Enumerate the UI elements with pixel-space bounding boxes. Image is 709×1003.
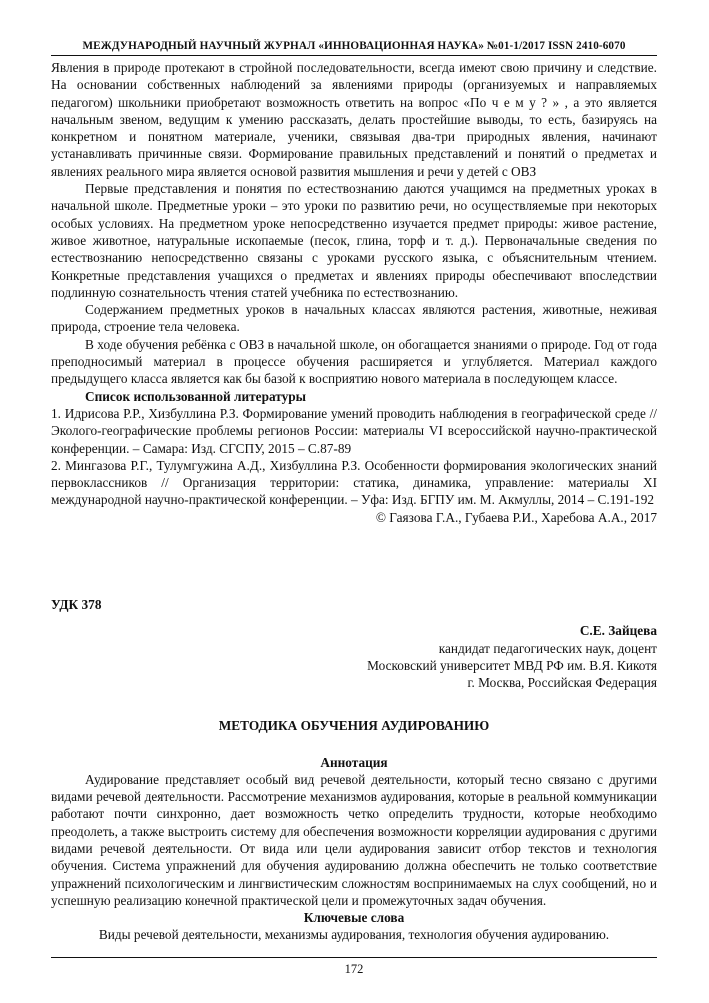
abstract-text: Аудирование представляет особый вид речевой деятельности, который тесно связано с другими видами речевой деятельности. Рассмотрение механизмов аудирования, которые в реальной коммуникации работают почти синхронно, дает возможность четко определить трудности, которые необходимо преодолеть, а также выстроить систему для обеспечения возможности корреляции аудирования с другими видами речевой деятельности. От вида или цели аудирования зависит отбор текстов и технология обучения. Система упражнений для обучения аудированию должна обеспечить не только соответствие упражнений психологическим и лингвистическим сложностям воспринимаемых на слух сообщений, но и успешную реализацию конечной практической цели и промежуточных задач обучения. <box>51 771 657 908</box>
reference-2: 2. Мингазова Р.Г., Тулумгужина А.Д., Хизбуллина Р.З. Особенности формирования экологических знаний первоклассников // Организация территории: статика, динамика, управление: материалы XI международной научно-практической конференции. – Уфа: Изд. БГПУ им. М. Акмуллы, 2014 – С.191-192 <box>51 457 657 508</box>
references-heading: Список использованной литературы <box>85 388 307 404</box>
abstract-heading: Аннотация <box>320 754 388 770</box>
copyright-line: © Гаязова Г.А., Губаева Р.И., Харебова А.А., 2017 <box>375 509 657 525</box>
page-footer <box>51 957 657 977</box>
author-city: г. Москва, Российская Федерация <box>467 675 657 691</box>
body-paragraph-1: Явления в природе протекают в стройной последовательности, всегда имеют свою причину и следствие. На основании собственных наблюдений за явлениями природы (организуемых и направляемых педагогом) школьники приобретают возможность ответить на вопрос «По ч е м у ? » , а это является начальным звеном, ведущим к умению рассказать, делать простейшие выводы, то есть, базируясь на конкретном и понятном материале, ученики, связывая два-три природных явления, начинают устанавливать причинные связи. Формирование правильных представлений и понятий о предметах и явлениях реального мира является основой развития мышления и речи у детей с ОВЗ <box>51 60 657 179</box>
reference-1: 1. Идрисова Р.Р., Хизбуллина Р.З. Формирование умений проводить наблюдения в географической среде // Эколого-географические проблемы регионов России: материалы VI всероссийской научно-практической конференции. – Самара: Изд. СГСПУ, 2015 – С.87-89 <box>51 405 657 456</box>
body-paragraph-2: Первые представления и понятия по естествознанию даются учащимся на предметных уроках в начальной школе. Предметные уроки – это уроки по развитию речи, но осуществляемые при некоторых особых условиях. На предметном уроке непосредственно изучается предмет природы: живое растение, живое животное, натуральные ископаемые (песок, глина, торф и т. д.). Первоначальные сведения по естествознанию непосредственно связаны с уроками русского языка, с объяснительным чтением. Конкретные представления учащихся о предметах и явлениях природы обеспечивают впоследствии подлинную сознательность чтения статей учебника по естествознанию. <box>51 181 657 300</box>
keywords-text: Виды речевой деятельности, механизмы аудирования, технология обучения аудированию. <box>98 927 610 943</box>
journal-header: МЕЖДУНАРОДНЫЙ НАУЧНЫЙ ЖУРНАЛ «ИННОВАЦИОННАЯ НАУКА» №01-1/2017 ISSN 2410-6070 <box>51 40 657 56</box>
body-paragraph-4: В ходе обучения ребёнка с ОВЗ в начальной школе, он обогащается знаниями о природе. Год от года преподносимый материал в процессе обучения расширяется и углубляется. Материал каждого предыдущего класса является как бы базой к восприятию нового материала в последующем классе. <box>51 336 657 387</box>
journal-page <box>51 40 657 944</box>
article-title: МЕТОДИКА ОБУЧЕНИЯ АУДИРОВАНИЮ <box>218 717 490 733</box>
author-degree: кандидат педагогических наук, доцент <box>438 640 657 656</box>
udk-code: УДК 378 <box>51 597 102 613</box>
keywords-heading: Ключевые слова <box>303 910 405 926</box>
author-name: С.Е. Зайцева <box>579 623 657 639</box>
body-paragraph-3: Содержанием предметных уроков в начальных классах являются растения, животные, неживая природа, строение тела человека. <box>51 302 657 335</box>
section-gap <box>51 526 657 596</box>
page-number: 172 <box>344 962 364 976</box>
author-affiliation: Московский университет МВД РФ им. В.Я. Кикотя <box>367 657 657 673</box>
